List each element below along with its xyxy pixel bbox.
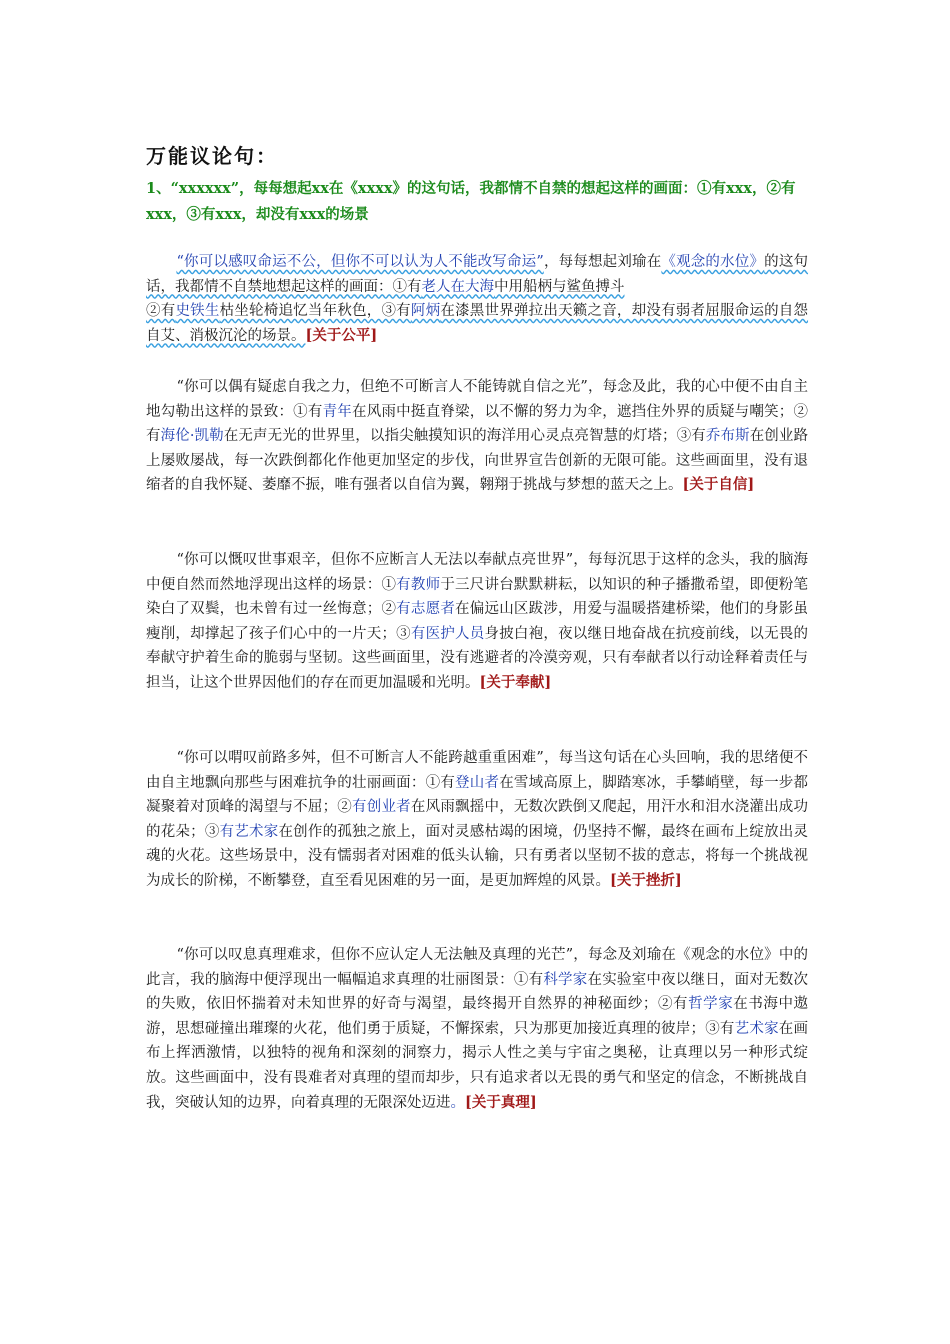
text: ，每当这句话在心头回响，我的思绪便不由自主地飘向那些与困难抗争的壮丽画面：①有 [146,750,809,791]
example-name: 有志愿者 [396,601,456,618]
text: 在风雨中挺直脊梁，以不懈的努力为伞，遮挡住外界的质疑与嘲笑；②有 [146,403,809,445]
text: 在偏远山区跋涉，用爱与温暖搭建桥梁，他们的身影虽瘦削，却撑起了孩子们心中的一片天；③ [146,601,809,642]
example-name: 有教师 [396,576,441,593]
example-name: 有医护人员 [410,625,485,642]
text: 在风雨飘摇中，无数次跌倒又爬起，用汗水和泪水浇灌出成功的花朵；③ [146,799,809,840]
text: 在创作的孤独之旅上，面对灵感枯竭的困境，仍坚持不懈，最终在画布上绽放出灵魂的火花。这些场景中，没有懦弱者对困难的低头认输，只有勇者以坚韧不拔的意志，将每一个挑战视为成长的阶梯，不断攀登，直至看见困难的另一面，是更加辉煌的风景。 [146,823,809,889]
text: ，每每想起刘瑜在 [543,254,662,270]
quote: “你可以偶有疑虑自我之力，但绝不可断言人不能铸就自信之光” [176,379,588,395]
example-name: 史铁生 [175,303,220,320]
text: 在创业路上屡败屡战，每一次跌倒都化作他更加坚定的步伐，向世界宣告创新的无限可能。这些画面里，没有退缩者的自我怀疑、萎靡不振，唯有强者以自信为翼，翱翔于挑战与梦想的蓝天之上。 [146,428,809,494]
quote: “你可以叹息真理难求，但你不应认定人无法触及真理的光芒” [176,947,574,963]
book-title: 《观念的水位》 [661,254,765,270]
text: ，每每沉思于这样的念头，我的脑海中便自然而然地浮现出这样的场景：① [146,552,809,593]
text: ②有 [146,303,176,320]
example-name: 阿炳 [410,303,441,320]
topic-tag: [关于真理] [465,1093,537,1111]
text: 枯坐轮椅追忆当年秋色，③有 [219,303,411,320]
quote: “你可以感叹命运不公，但你不可以认为人不能改写命运” [176,254,544,270]
text: ，每念及刘瑜在《观念的水位》中的此言，我的脑海中便浮现出一幅幅追求真理的壮丽图景：①有 [146,947,809,988]
quote: “你可以喟叹前路多舛，但不可断言人不能跨越重重困难” [176,750,544,766]
text: 在无声无光的世界里，以指尖触摸知识的海洋用心灵点亮智慧的灯塔；③有 [223,428,706,445]
text: 的这句话，我都情不自禁地想起这样的画面：①有 [146,254,809,295]
example-name: 有创业者 [352,799,411,816]
text: 在雪域高原上，脚踏寒冰，手攀峭壁，每一步都凝聚着对顶峰的渴望与不屈；② [146,774,809,816]
paragraph-dedication [146,548,808,696]
example-name: 乔布斯 [705,428,750,445]
text: 于三尺讲台默默耕耘，以知识的种子播撒希望，即便粉笔染白了双鬓，也未曾有过一丝悔意；② [146,576,809,618]
text: 在漆黑世界弹拉出天籁之音，却没有弱者屈服命运的自怨自艾、消极沉沦的场景。 [146,303,809,344]
text: 身披白袍，夜以继日地奋战在抗疫前线，以无畏的奉献守护着生命的脆弱与坚韧。这些画面里，没有逃避者的冷漠旁观，只有奉献者以行动诠释着责任与担当，让这个世界因他们的存在而更加温暖和光明。 [146,625,809,691]
example-name: 青年 [322,403,353,420]
text: 在实验室中夜以继日，面对无数次的失败，依旧怀揣着对未知世界的好奇与渴望，最终揭开自然界的神秘面纱；②有 [146,971,809,1013]
topic-tag: [关于奉献] [479,673,552,691]
quote: “你可以慨叹世事艰辛，但你不应断言人无法以奉献点亮世界” [176,552,574,568]
example-name: 登山者 [455,774,500,791]
text: 。 [450,1094,465,1111]
paragraph-fairness [146,250,808,348]
text: 在画布上挥洒激情，以独特的视角和深刻的洞察力，揭示人性之美与宇宙之奥秘，让真理以另一种形式绽放。这些画面中，没有畏难者对真理的望而却步，只有追求者以无畏的勇气和坚定的信念，不断挑战自我，突破认知的边界，向着真理的无限深处迈进 [146,1020,809,1111]
example-name: 哲学家 [688,996,734,1013]
paragraph-confidence [146,375,808,498]
example-name: 老人在大海 [421,278,494,295]
example-name: 有艺术家 [219,823,279,840]
example-name: 科学家 [543,971,588,988]
paragraph-truth [146,943,808,1115]
page-title: 万能议论句： [146,144,278,168]
topic-tag: [关于公平] [305,326,378,344]
text: 中用船柄与鲨鱼搏斗 [494,278,625,295]
text: 在书海中遨游，思想碰撞出璀璨的火花，他们勇于质疑，不懈探索，只为那更加接近真理的彼岸；③有 [146,996,809,1037]
template-sentence: 1、“xxxxxx”，每每想起xx在《xxxx》的这句话，我都情不自禁的想起这样的画面：①有xxx，②有xxx，③有xxx，却没有xxx的场景 [146,180,796,223]
example-name: 艺术家 [734,1020,779,1037]
paragraph-setbacks [146,746,808,894]
topic-tag: [关于自信] [682,476,755,494]
text: ，每念及此，我的心中便不由自主地勾勒出这样的景致：①有 [146,379,808,420]
topic-tag: [关于挫折] [610,871,682,889]
example-name: 海伦·凯勒 [160,428,224,445]
